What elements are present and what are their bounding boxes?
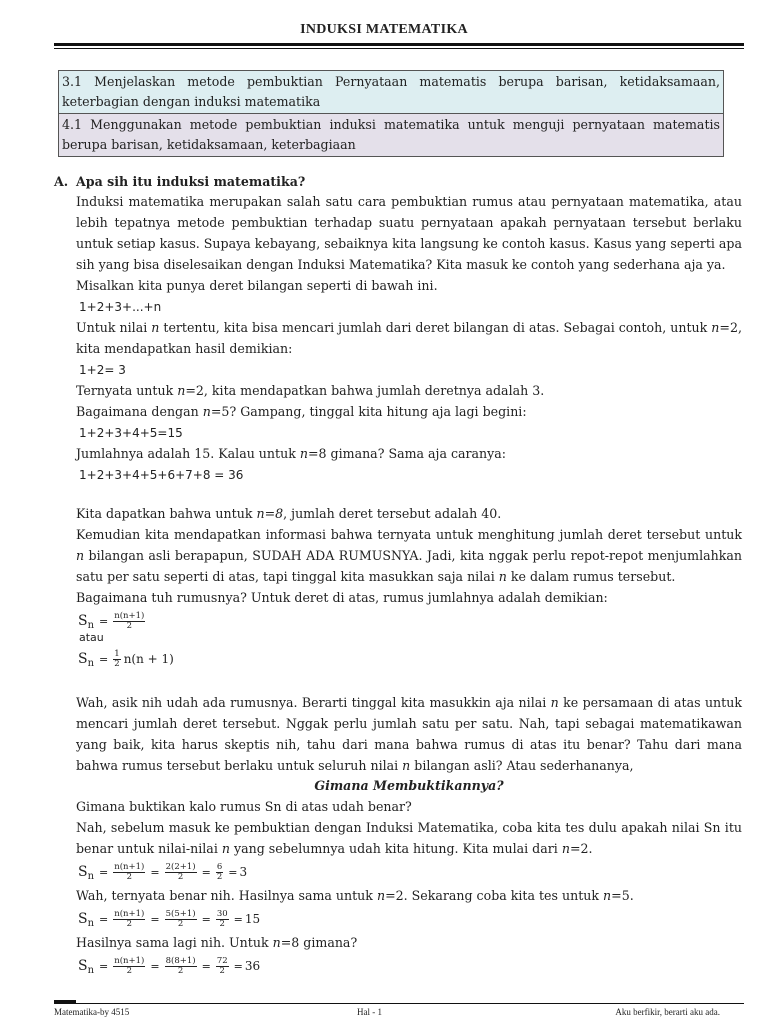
equation: 1+2= 3 [79,363,126,377]
section-heading [54,172,742,192]
formula-sn: S n = $\frac{n(n+1)}{2}$ [78,610,145,631]
paragraph: Misalkan kita punya deret bilangan seperti di bawah ini. [76,278,438,293]
footer-left: Matematika-by 4515 [54,1007,130,1017]
paragraph: Wah, ternyata benar nih. Hasilnya sama untuk n=2. Sekarang coba kita tes untuk n=5. [76,888,634,903]
section-a-heading-wrap [54,172,742,192]
paragraph: Ternyata untuk n=2, kita mendapatkan bahwa jumlah deretnya adalah 3. [76,383,545,398]
paragraph: Nah, sebelum masuk ke pembuktian dengan Induksi Matematika, coba kita tes dulu apakah nilai Sn itu benar untuk nilai-nilai n yang sebelumnya udah kita hitung. Kita mulai dari n=2. [76,820,742,856]
subheading: Gimana Membuktikannya? [314,778,504,793]
competency-row: 4.1 Menggunakan metode pembuktian induksi matematika untuk menguji pernyataan matematis berupa barisan, ketidaksamaan, keterbagiaan [59,114,723,156]
spacer [76,672,742,692]
check-n5: S n = $\frac{n(n+1)}{2}$ = $\frac{5(5+1)}{2}$ = $\frac{30}{2}$ = 15 [78,908,261,929]
paragraph: Wah, asik nih udah ada rumusnya. Berarti tinggal kita masukkin aja nilai n ke persamaan di atas untuk mencari jumlah deret tersebut. Nggak perlu jumlah satu per satu. Nah, tapi sebagai matematikawan yang baik, kita harus skeptis nih, tahu dari mana bahwa rumus di atas itu benar? Tahu dari mana bahwa rumus tersebut berlaku untuk seluruh nilai n bilangan asli? Atau sederhananya, [76,695,742,773]
formula-sn-alt: S n = $\frac{1}{2}$ n(n + 1) [78,648,174,669]
header-rule-thick [54,43,744,46]
section-letter: A. [54,174,69,189]
paragraph: Bagaimana tuh rumusnya? Untuk deret di atas, rumus jumlahnya adalah demikian: [76,590,608,605]
paragraph: Untuk nilai n tertentu, kita bisa mencari jumlah dari deret bilangan di atas. Sebagai contoh, untuk n=2, kita mendapatkan hasil demikian: [76,320,742,356]
equation: 1+2+3+...+n [79,300,162,314]
paragraph: Kemudian kita mendapatkan informasi bahwa ternyata untuk menghitung jumlah deret tersebut untuk n bilangan asli berapapun, SUDAH ADA RUMUSNYA. Jadi, kita nggak perlu repot-repot menjumlahkan satu per satu seperti di atas, tapi tinggal kita masukkan saja nilai n ke dalam rumus tersebut. [76,527,742,584]
paragraph: Induksi matematika merupakan salah satu cara pembuktian rumus atau pernyataan matematika, atau lebih tepatnya metode pembuktian terhadap suatu pernyataan apakah pernyataan tersebut berlaku untuk setiap kasus. Supaya kebayang, sebaiknya kita langsung ke contoh kasus. Kasus yang seperti apa sih yang bisa diselesaikan dengan Induksi Matematika? Kita masuk ke contoh yang sederhana aja ya. [76,194,742,272]
check-n8: S n = $\frac{n(n+1)}{2}$ = $\frac{8(8+1)}{2}$ = $\frac{72}{2}$ = 36 [78,955,261,976]
footer-rule [54,1003,744,1004]
page-title: INDUKSI MATEMATIKA [300,22,468,37]
competency-table [58,70,724,157]
check-n2: S n = $\frac{n(n+1)}{2}$ = $\frac{2(2+1)}{2}$ = $\frac{6}{2}$ = 3 [78,861,248,882]
atau-label: atau [79,631,104,644]
header-rule-thin [54,48,744,49]
equation: 1+2+3+4+5+6+7+8 = 36 [79,468,244,482]
paragraph: Gimana buktikan kalo rumus Sn di atas udah benar? [76,799,412,814]
section-body [76,191,742,979]
spacer [76,485,742,503]
equation: 1+2+3+4+5=15 [79,426,183,440]
paragraph: Bagaimana dengan n=5? Gampang, tinggal kita hitung aja lagi begini: [76,404,527,419]
competency-row: 3.1 Menjelaskan metode pembuktian Pernyataan matematis berupa barisan, ketidaksamaan, keterbagian dengan induksi matematika [59,71,723,114]
section-title: Apa sih itu induksi matematika? [76,174,306,189]
paragraph: Kita dapatkan bahwa untuk n=8, jumlah deret tersebut adalah 40. [76,506,502,521]
page-number: Hal - 1 [357,1007,382,1017]
footer-motto: Aku berfikir, berarti aku ada. [615,1007,720,1017]
paragraph: Hasilnya sama lagi nih. Untuk n=8 gimana? [76,935,358,950]
paragraph: Jumlahnya adalah 15. Kalau untuk n=8 gimana? Sama aja caranya: [76,446,507,461]
